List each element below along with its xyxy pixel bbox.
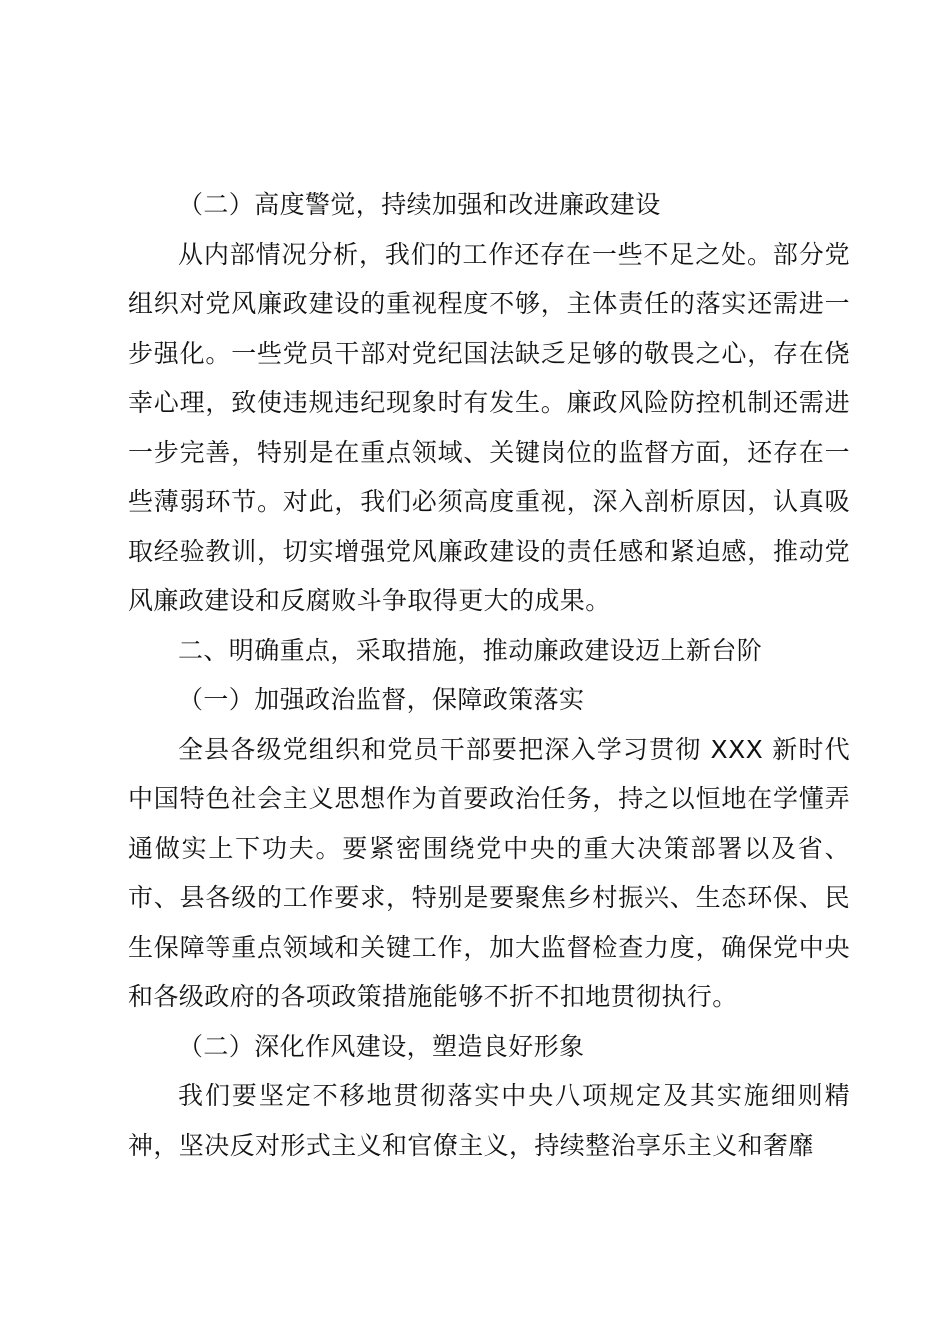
document-body — [128, 180, 850, 1170]
paragraph-work-style: 我们要坚定不移地贯彻落实中央八项规定及其实施细则精神，坚决反对形式主义和官僚主义，持续整治享乐主义和奢靡 — [128, 1081, 850, 1160]
subsection-heading-vigilance: （二）高度警觉，持续加强和改进廉政建设 — [178, 190, 661, 219]
paragraph-internal-analysis: 从内部情况分析，我们的工作还存在一些不足之处。部分党组织对党风廉政建设的重视程度不够，主体责任的落实还需进一步强化。一些党员干部对党纪国法缺乏足够的敬畏之心，存在侥幸心理，致使违规违纪现象时有发生。廉政风险防控机制还需进一步完善，特别是在重点领域、关键岗位的监督方面，还存在一些薄弱环节。对此，我们必须高度重视，深入剖析原因，认真吸取经验教训，切实增强党风廉政建设的责任感和紧迫感，推动党风廉政建设和反腐败斗争取得更大的成果。 — [128, 239, 850, 615]
subsection-heading-political-supervision: （一）加强政治监督，保障政策落实 — [178, 685, 585, 714]
paragraph-political-supervision: 全县各级党组织和党员干部要把深入学习贯彻 XXX 新时代中国特色社会主义思想作为首要政治任务，持之以恒地在学懂弄通做实上下功夫。要紧密围绕党中央的重大决策部署以及省、市、县各级的工作要求，特别是要聚焦乡村振兴、生态环保、民生保障等重点领域和关键工作，加大监督检查力度，确保党中央和各级政府的各项政策措施能够不折不扣地贯彻执行。 — [128, 734, 850, 1011]
section-heading-priorities: 二、明确重点，采取措施，推动廉政建设迈上新台阶 — [178, 635, 763, 665]
subsection-heading-work-style: （二）深化作风建设，塑造良好形象 — [178, 1031, 585, 1061]
